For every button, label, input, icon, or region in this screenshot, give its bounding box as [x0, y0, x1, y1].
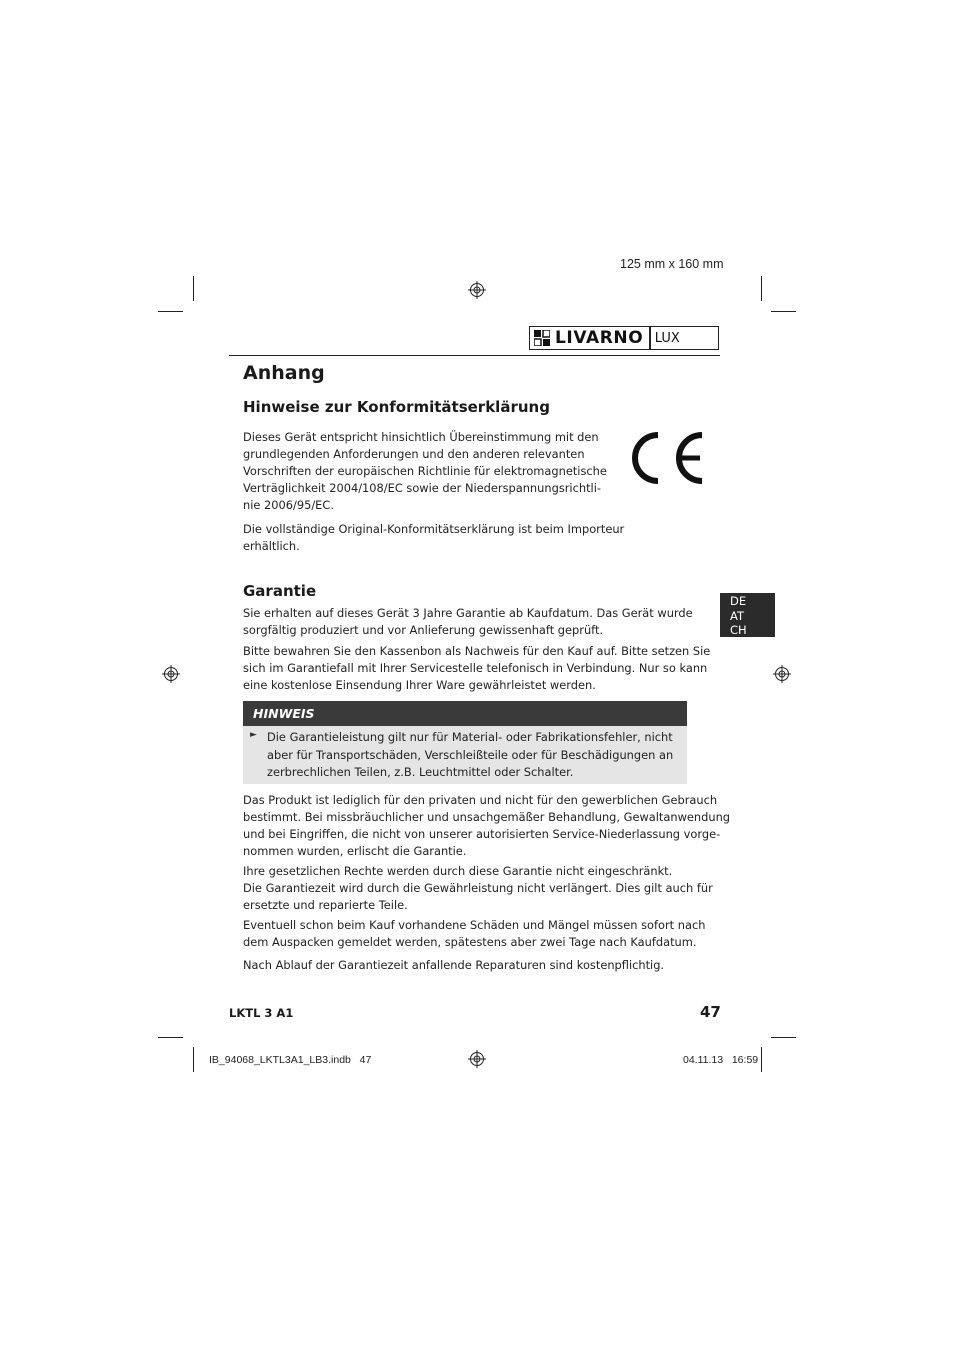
language-tab	[720, 593, 775, 637]
text-line: bestimmt. Bei missbräuchlicher und unsachgemäßer Behandlung, Gewaltanwendung	[243, 810, 731, 824]
page-number: 47	[700, 1003, 721, 1021]
text-line: Ihre gesetzlichen Rechte werden durch diese Garantie nicht eingeschränkt.	[243, 864, 673, 878]
text-line: eine kostenlose Einsendung Ihrer Ware gewährleistet werden.	[243, 678, 596, 692]
brand-logo	[529, 326, 719, 350]
crop-mark	[158, 1037, 183, 1038]
crop-mark	[771, 1037, 796, 1038]
crop-mark	[193, 1047, 194, 1072]
language-code: CH	[730, 623, 747, 637]
text-line: ersetzte und reparierte Teile.	[243, 898, 408, 912]
registration-mark-icon	[162, 665, 180, 683]
text-line: Bitte bewahren Sie den Kassenbon als Nachweis für den Kauf auf. Bitte setzen Sie	[243, 644, 711, 658]
text-line: erhältlich.	[243, 539, 300, 553]
registration-mark-icon	[468, 281, 486, 299]
text-line: sich im Garantiefall mit Ihrer Servicestelle telefonisch in Verbindung. Nur so kann	[243, 661, 708, 675]
warranty-paragraph	[243, 605, 693, 639]
brand-mark-icon	[534, 330, 550, 346]
text-line: Die vollständige Original-Konformitätserklärung ist beim Importeur	[243, 522, 625, 536]
text-line: Die Garantieleistung gilt nur für Material- oder Fabrikationsfehler, nicht	[267, 730, 673, 744]
text-line: Die Garantiezeit wird durch die Gewährleistung nicht verlängert. Dies gilt auch für	[243, 881, 713, 895]
conformity-paragraph	[243, 429, 607, 514]
text-line: sorgfältig produziert und vor Anlieferung gewissenhaft geprüft.	[243, 623, 604, 637]
header-rule	[229, 355, 720, 356]
conformity-heading: Hinweise zur Konformitätserklärung	[243, 398, 550, 416]
registration-mark-icon	[773, 665, 791, 683]
crop-mark	[761, 276, 762, 301]
text-line: nommen wurden, erlischt die Garantie.	[243, 844, 467, 858]
text-line: Das Produkt ist lediglich für den privaten und nicht für den gewerblichen Gebrauch	[243, 793, 718, 807]
note-label: HINWEIS	[243, 701, 687, 726]
crop-mark	[158, 311, 183, 312]
warranty-paragraph	[243, 863, 713, 914]
warranty-paragraph	[243, 643, 710, 694]
page-title: Anhang	[243, 362, 325, 384]
warranty-paragraph	[243, 957, 664, 974]
text-line: Vorschriften der europäischen Richtlinie für elektromagnetische	[243, 464, 607, 478]
print-timestamp: 04.11.13 16:59	[683, 1054, 759, 1066]
crop-mark	[771, 311, 796, 312]
text-line: zerbrechlichen Teilen, z.B. Leuchtmittel oder Schalter.	[267, 765, 574, 779]
model-number: LKTL 3 A1	[229, 1006, 294, 1020]
warranty-paragraph	[243, 792, 730, 860]
text-line: grundlegenden Anforderungen und den anderen relevanten	[243, 447, 585, 461]
warranty-heading: Garantie	[243, 582, 317, 600]
text-line: nie 2006/95/EC.	[243, 498, 334, 512]
conformity-paragraph	[243, 521, 624, 555]
brand-suffix: LUX	[654, 330, 680, 346]
bullet-arrow-icon: ►	[250, 730, 257, 740]
brand-name: LIVARNO	[555, 328, 644, 348]
registration-mark-icon	[468, 1050, 486, 1068]
file-info: IB_94068_LKTL3A1_LB3.indb 47	[209, 1054, 372, 1066]
text-line: Sie erhalten auf dieses Gerät 3 Jahre Garantie ab Kaufdatum. Das Gerät wurde	[243, 606, 693, 620]
crop-mark	[761, 1047, 762, 1072]
ce-mark-icon	[626, 430, 706, 486]
logo-divider	[649, 326, 651, 350]
text-line: aber für Transportschäden, Verschleißteile oder für Beschädigungen an	[267, 747, 674, 762]
text-line: Verträglichkeit 2004/108/EC sowie der Niederspannungsrichtli-	[243, 481, 601, 495]
text-line: Eventuell schon beim Kauf vorhandene Schäden und Mängel müssen sofort nach	[243, 918, 706, 932]
language-code: DE	[730, 594, 747, 608]
text-line: dem Auspacken gemeldet werden, spätestens aber zwei Tage nach Kaufdatum.	[243, 935, 697, 949]
text-line: und bei Eingriffen, die nicht von unserer autorisierten Service-Niederlassung vorge-	[243, 827, 721, 841]
crop-mark	[193, 276, 194, 301]
note-text	[267, 729, 673, 782]
text-line: Nach Ablauf der Garantiezeit anfallende Reparaturen sind kostenpflichtig.	[243, 958, 665, 972]
language-code: AT	[730, 608, 744, 623]
page-dimensions: 125 mm x 160 mm	[620, 257, 724, 271]
warranty-paragraph	[243, 917, 705, 951]
text-line: Dieses Gerät entspricht hinsichtlich Übereinstimmung mit den	[243, 430, 599, 444]
